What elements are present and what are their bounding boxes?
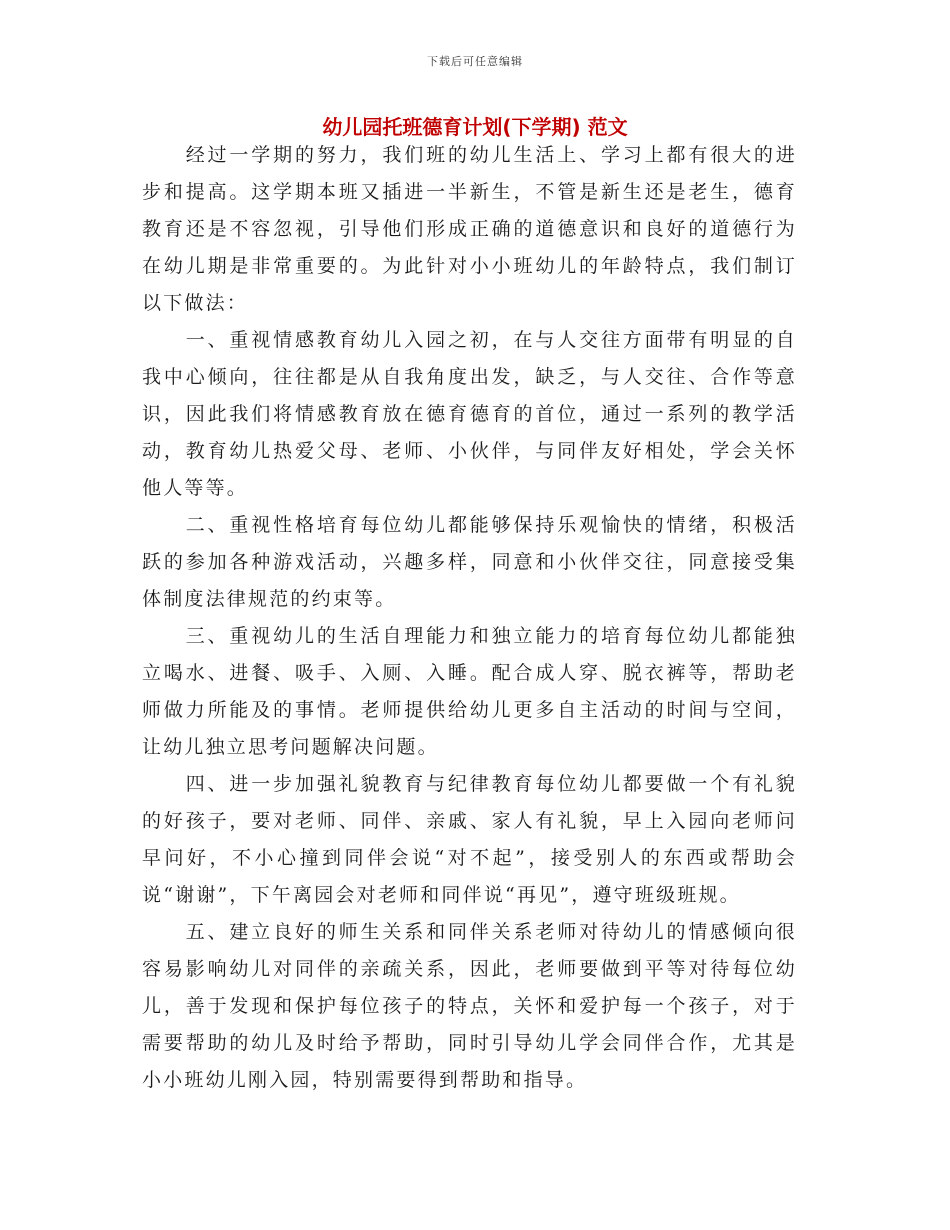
paragraph-self-care: 三、重视幼儿的生活自理能力和独立能力的培育每位幼儿都能独立喝水、进餐、吸手、入厕、入睡。配合成人穿、脱衣裤等，帮助老师做力所能及的事情。老师提供给幼儿更多自主活动的时间与空间，让幼儿独立思考问题解决问题。 bbox=[142, 625, 797, 758]
document-body bbox=[142, 137, 797, 1099]
paragraph-relationships: 五、建立良好的师生关系和同伴关系老师对待幼儿的情感倾向很容易影响幼儿对同伴的亲疏关系，因此，老师要做到平等对待每位幼儿，善于发现和保护每位孩子的特点，关怀和爱护每一个孩子，对于需要帮助的幼儿及时给予帮助，同时引导幼儿学会同伴合作，尤其是小小班幼儿刚入园，特别需要得到帮助和指导。 bbox=[142, 921, 797, 1091]
paragraph-intro: 经过一学期的努力，我们班的幼儿生活上、学习上都有很大的进步和提高。这学期本班又插进一半新生，不管是新生还是老生，德育教育还是不容忽视，引导他们形成正确的道德意识和良好的道德行为在幼儿期是非常重要的。为此针对小小班幼儿的年龄特点，我们制订以下做法： bbox=[142, 144, 797, 314]
document-title: 幼儿园托班德育计划(下学期) 范文 bbox=[322, 115, 628, 139]
paragraph-character-building: 二、重视性格培育每位幼儿都能够保持乐观愉快的情绪，积极活跃的参加各种游戏活动，兴趣多样，同意和小伙伴交往，同意接受集体制度法律规范的约束等。 bbox=[142, 514, 797, 610]
paragraph-manners-discipline: 四、进一步加强礼貌教育与纪律教育每位幼儿都要做一个有礼貌的好孩子，要对老师、同伴、亲戚、家人有礼貌，早上入园向老师问早问好，不小心撞到同伴会说“对不起”，接受别人的东西或帮助会说“谢谢”，下午离园会对老师和同伴说“再见”，遵守班级班规。 bbox=[142, 773, 797, 906]
paragraph-emotion-education: 一、重视情感教育幼儿入园之初，在与人交往方面带有明显的自我中心倾向，往往都是从自我角度出发，缺乏，与人交往、合作等意识，因此我们将情感教育放在德育德育的首位，通过一系列的教学活动，教育幼儿热爱父母、老师、小伙伴，与同伴友好相处，学会关怀他人等等。 bbox=[142, 329, 797, 499]
header-note: 下载后可任意编辑 bbox=[427, 55, 523, 68]
